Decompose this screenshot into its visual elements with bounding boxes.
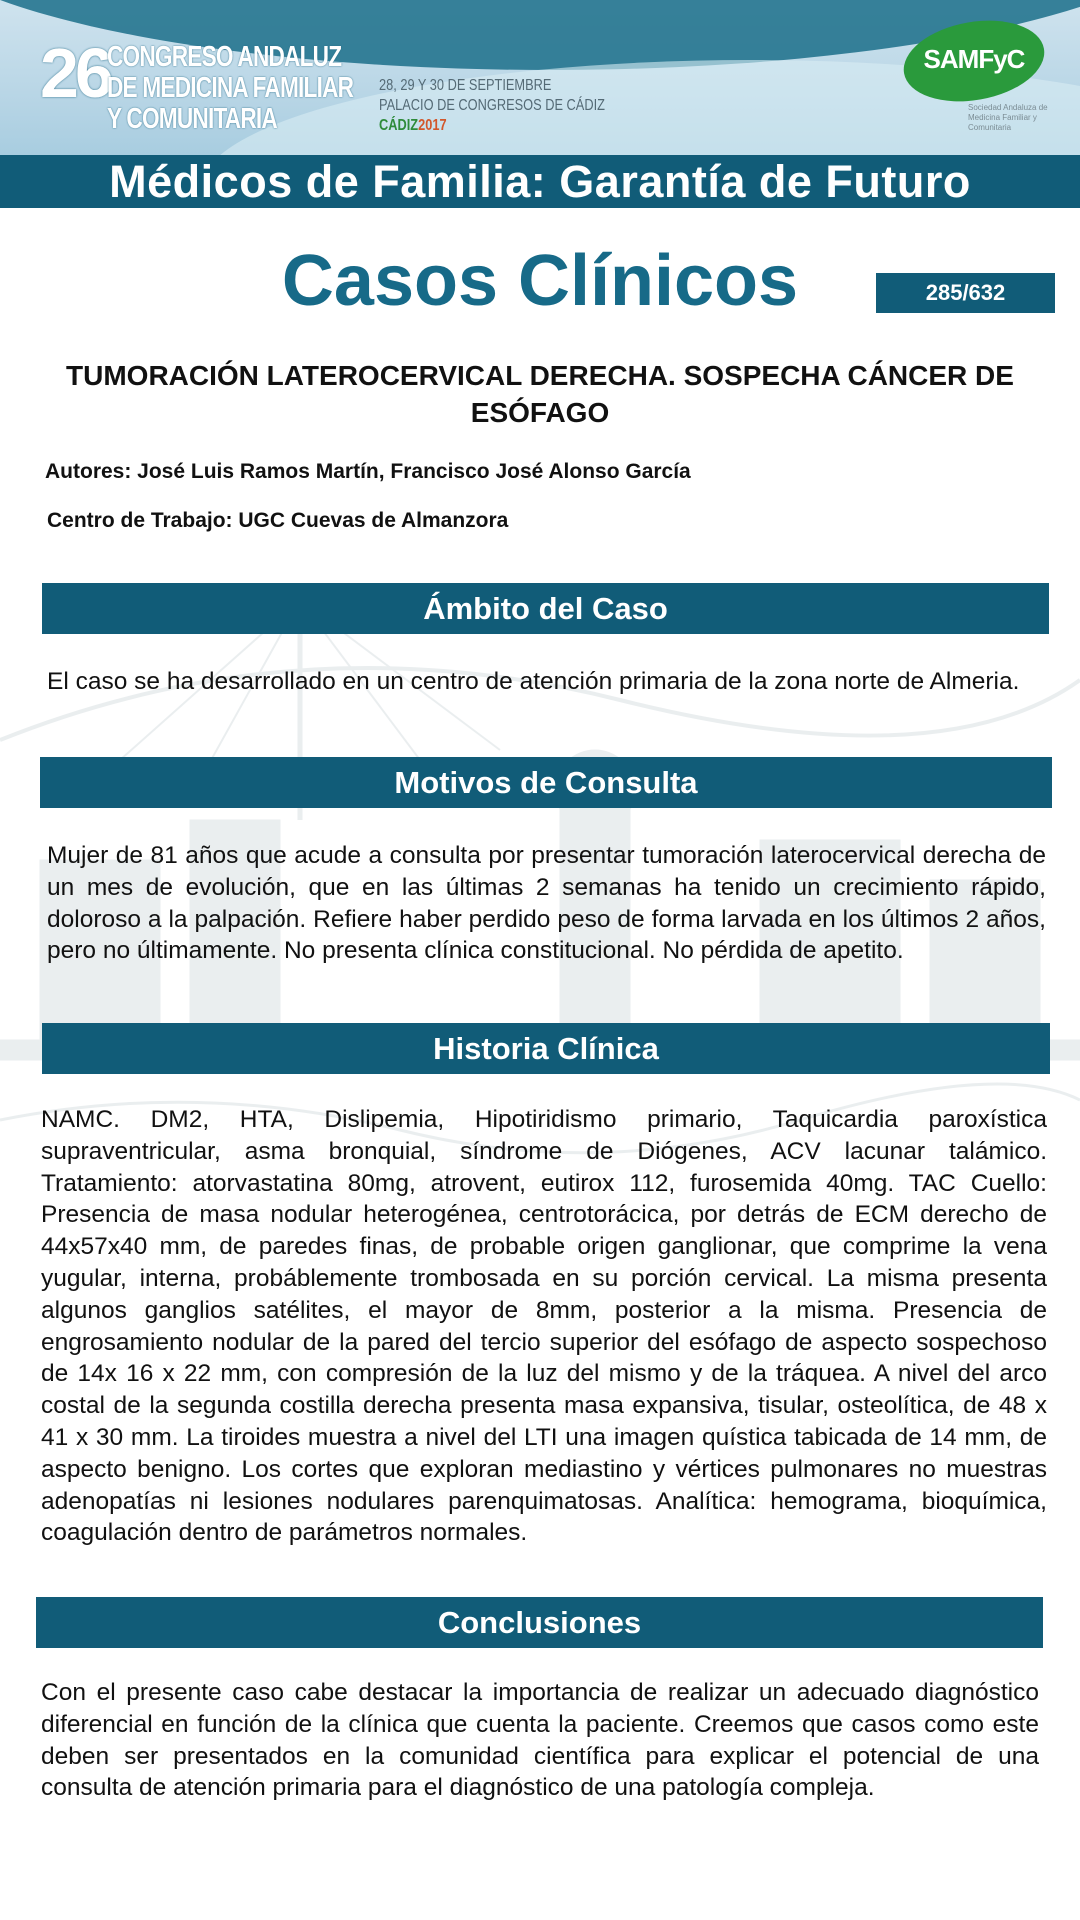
- congress-line-3: Y COMUNITARIA: [107, 103, 277, 135]
- congress-name: [107, 42, 423, 135]
- work-center: Centro de Trabajo: UGC Cuevas de Almanzora: [47, 509, 509, 532]
- event-city-year: [379, 116, 605, 136]
- event-year: 2017: [418, 117, 447, 134]
- samfyc-logo-text: SAMFyC: [923, 44, 1025, 74]
- section-heading-conclusiones: Conclusiones: [36, 1597, 1043, 1648]
- congress-line-2: DE MEDICINA FAMILIAR: [107, 72, 354, 104]
- case-title: TUMORACIÓN LATEROCERVICAL DERECHA. SOSPECHA CÁNCER DE ESÓFAGO: [66, 360, 1014, 428]
- main-title: Casos Clínicos: [281, 241, 799, 321]
- authors: Autores: José Luis Ramos Martín, Francisco José Alonso García: [45, 460, 691, 483]
- event-city: CÁDIZ: [379, 117, 419, 134]
- event-dates: 28, 29 Y 30 DE SEPTIEMBRE: [379, 77, 552, 94]
- section-heading-ambito: Ámbito del Caso: [42, 583, 1049, 634]
- case-number-badge: 285/632: [876, 273, 1055, 313]
- congress-banner: [0, 0, 1080, 155]
- section-heading-historia: Historia Clínica: [42, 1023, 1050, 1074]
- slogan-bar: [0, 155, 1080, 208]
- section-text-conclusiones: Con el presente caso cabe destacar la importancia de realizar un adecuado diagnóstico diferencial en función de la clínica que cuenta la paciente. Creemos que casos como este deben ser presentados en la comunidad científica para explicar el potencial de una consulta de atención primaria para el diagnóstico de una patología compleja.: [41, 1679, 1039, 1802]
- section-text-historia: NAMC. DM2, HTA, Dislipemia, Hipotiridismo primario, Taquicardia paroxística supraventricular, asma bronquial, síndrome de Diógenes, ACV lacunar talámico. Tratamiento: atorvastatina 80mg, atrovent, eutirox 112, furosemida 40mg. TAC Cuello: Presencia de masa nodular heterogénea, centrotorácica, por detrás de ECM derecho de 44x57x40 mm, de paredes finas, de probable origen ganglionar, que comprime la vena yugular, interna, probáblemente trombosada en su porción cervical. La misma presenta algunos ganglios satélites, el mayor de 8mm, posterior a la misma. Presencia de engrosamiento nodular de la pared del tercio superior del esófago de aspecto sospechoso de 14x 16 x 22 mm, con compresión de la luz del mismo y de la tráquea. A nivel del arco costal de la segunda costilla derecha presenta masa expansiva, tisular, osteolítica, de 48 x 41 x 30 mm. La tiroides muestra a nivel del LTI una imagen quística tabicada de 14 mm, de aspecto benigno. Los cortes que exploran mediastino y vértices pulmonares no muestras adenopatías ni lesiones nodulares parenquimatosas. Analítica: hemograma, bioquímica, coagulación dentro de parámetros normales.: [41, 1106, 1047, 1547]
- event-venue: PALACIO DE CONGRESOS DE CÁDIZ: [379, 97, 605, 114]
- section-text-motivos: Mujer de 81 años que acude a consulta por presentar tumoración laterocervical derecha de un mes de evolución, que en las últimas 2 semanas ha tenido un crecimiento rápido, doloroso a la palpación. Refiere haber perdido peso de forma larvada en los últimos 2 años, pero no últimamente. No presenta clínica constitucional. No pérdida de apetito.: [47, 842, 1046, 965]
- congress-line-1: CONGRESO ANDALUZ: [107, 41, 342, 73]
- section-text-ambito: El caso se ha desarrollado en un centro de atención primaria de la zona norte de Almeria.: [47, 668, 1020, 695]
- event-info: [379, 76, 661, 136]
- edition-number: 26: [40, 34, 110, 112]
- slogan: Médicos de Familia: Garantía de Futuro: [109, 156, 971, 207]
- samfyc-logo-subtitle: Sociedad Andaluza de Medicina Familiar y Comunitaria: [968, 103, 1048, 132]
- section-heading-motivos: Motivos de Consulta: [40, 757, 1052, 808]
- samfyc-logo: [903, 22, 1045, 100]
